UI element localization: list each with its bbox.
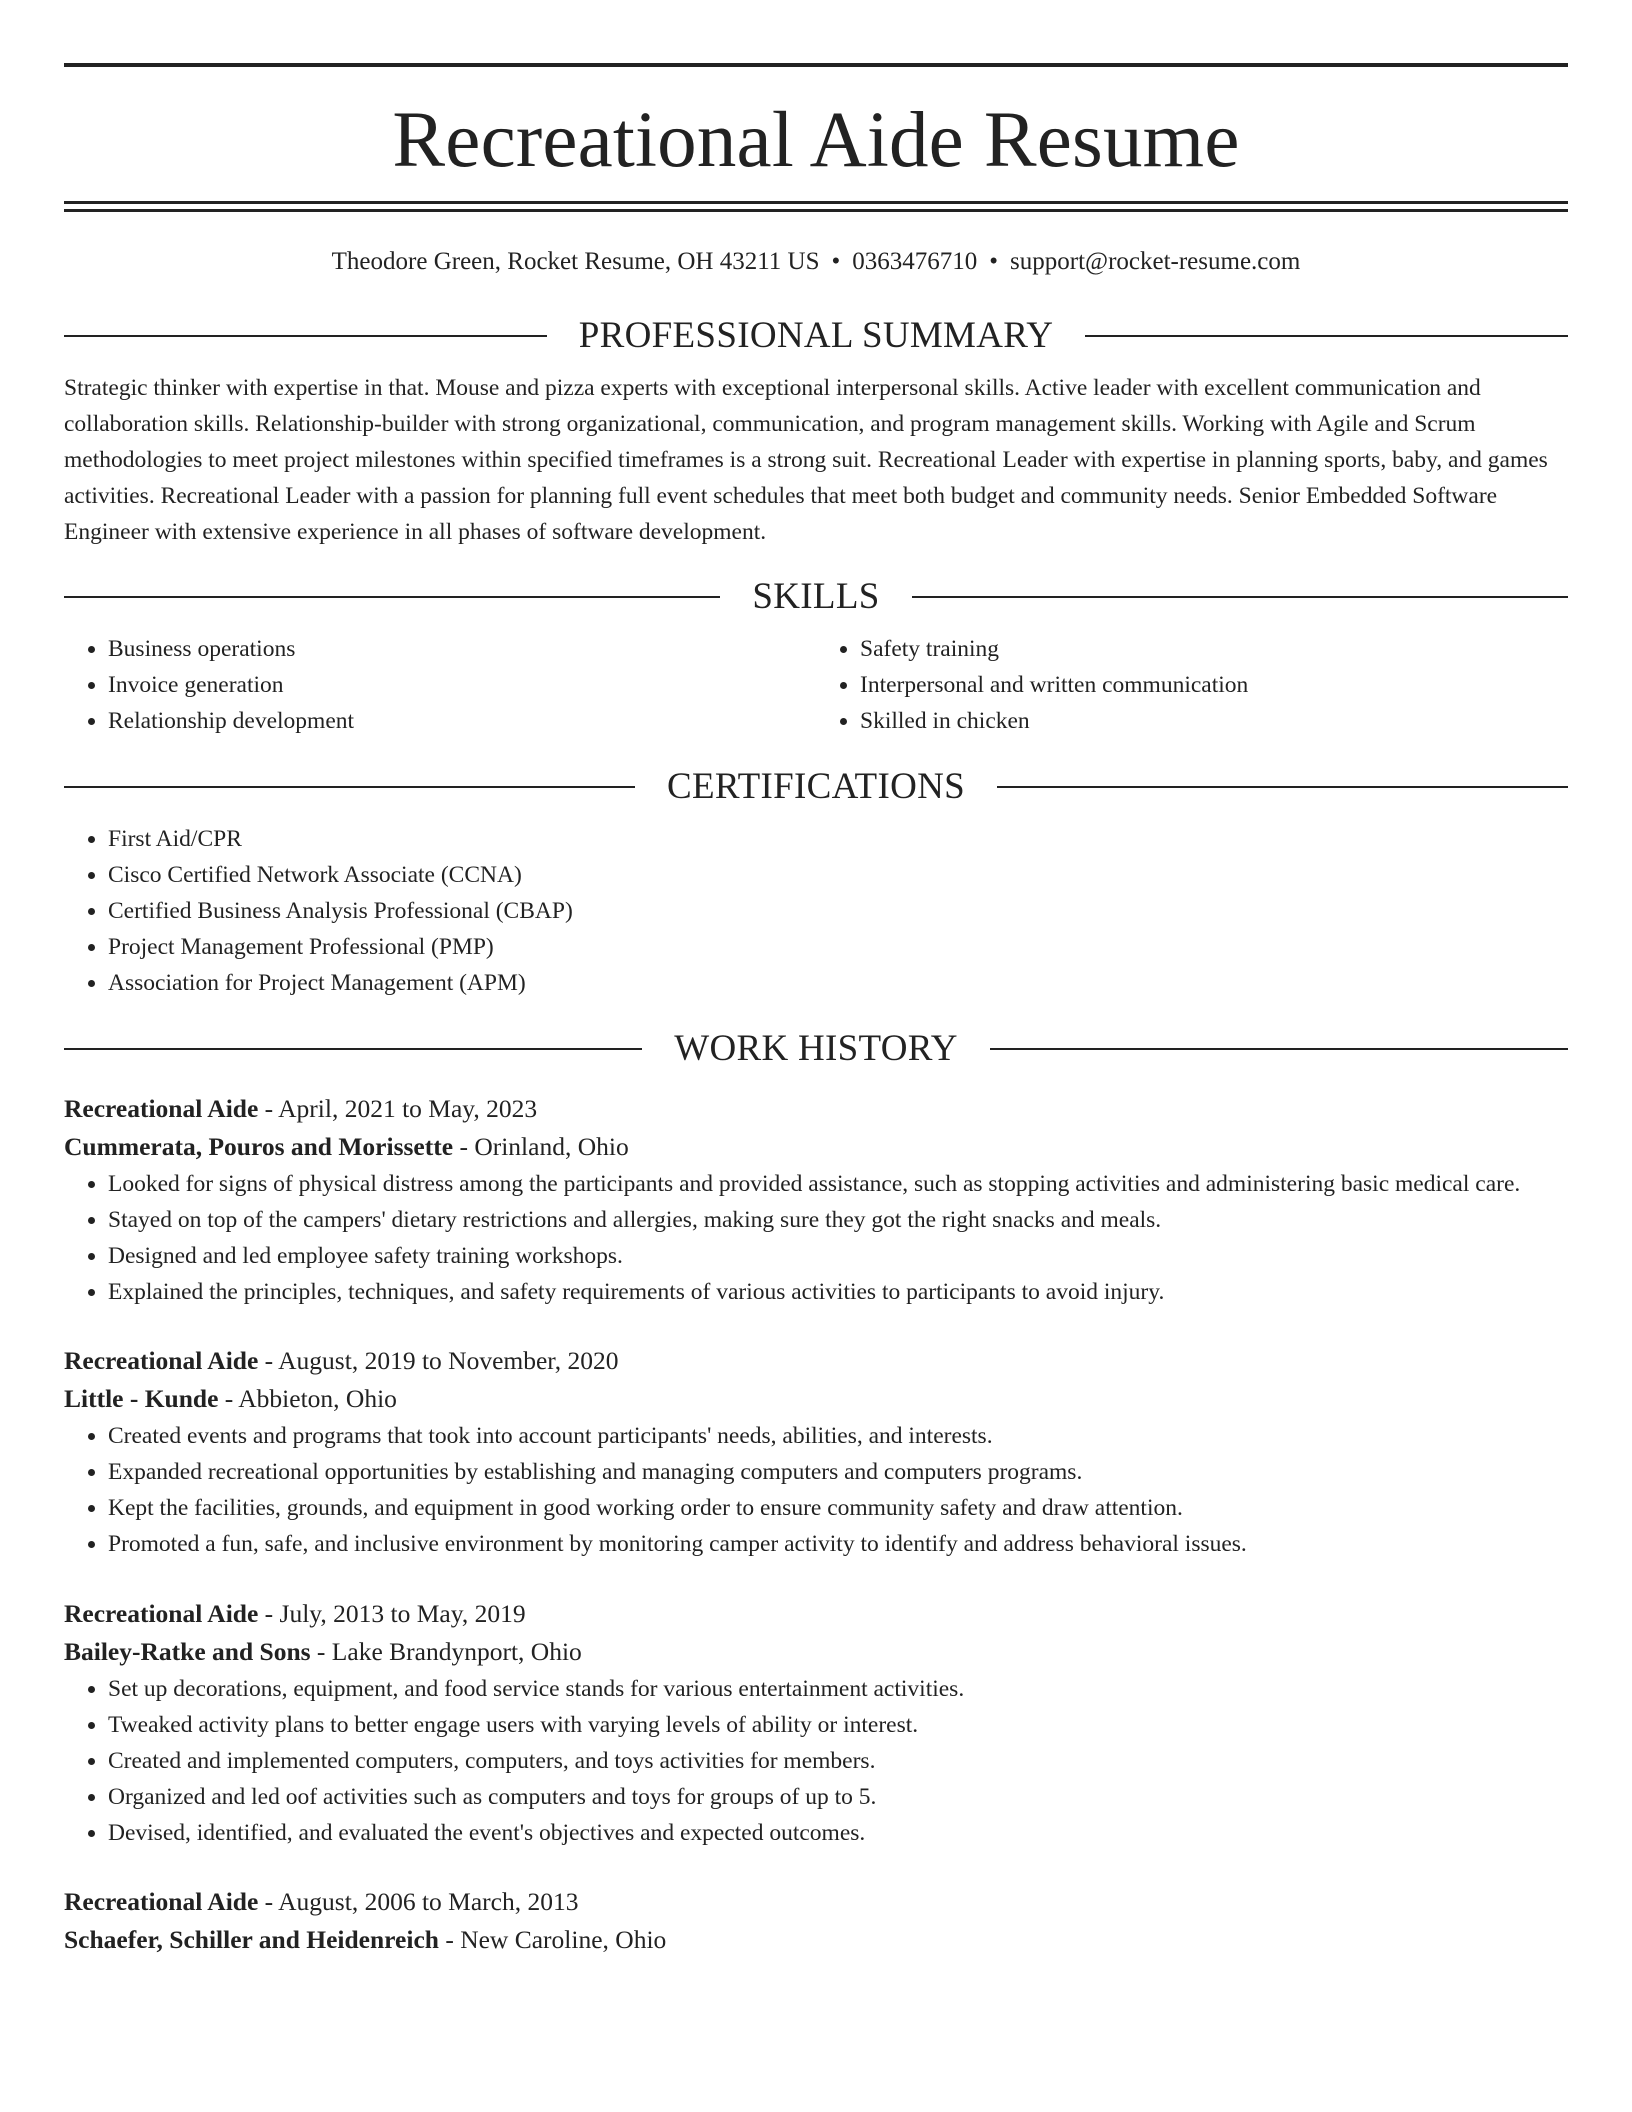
list-item: • Promoted a fun, safe, and inclusive environment by monitoring camper activity to identify and address behavioral issues. [108, 1526, 1568, 1562]
list-item: • Invoice generation [108, 667, 816, 703]
list-item: • Explained the principles, techniques, and safety requirements of various activities to participants to avoid injury. [108, 1274, 1568, 1310]
job-company: Cummerata, Pouros and Morissette [64, 1132, 454, 1161]
list-item: • Relationship development [108, 703, 816, 739]
job-duties-list [64, 1418, 1568, 1562]
job-dates: July, 2013 to May, 2019 [279, 1599, 526, 1628]
section-heading-work-history [64, 1027, 1568, 1071]
job-duties-list [64, 1671, 1568, 1851]
list-item: • First Aid/CPR [108, 821, 1568, 857]
job-duties-list [64, 1166, 1568, 1310]
list-item: • Created events and programs that took into account participants' needs, abilities, and interests. [108, 1418, 1568, 1454]
job-title: Recreational Aide [64, 1346, 259, 1375]
list-item: • Set up decorations, equipment, and food service stands for various entertainment activities. [108, 1671, 1568, 1707]
job-dates: April, 2021 to May, 2023 [278, 1094, 538, 1123]
list-item: • Designed and led employee safety training workshops. [108, 1238, 1568, 1274]
job-company-line: Little - Kunde - Abbieton, Ohio [64, 1384, 397, 1413]
heading-rule [1085, 335, 1568, 337]
heading-rule [64, 786, 635, 788]
job-location: Lake Brandynport, Ohio [331, 1637, 582, 1666]
list-item: • Project Management Professional (PMP) [108, 929, 1568, 965]
list-item: • Devised, identified, and evaluated the event's objectives and expected outcomes. [108, 1815, 1568, 1851]
job-title: Recreational Aide [64, 1599, 259, 1628]
list-item: • Interpersonal and written communication [860, 667, 1568, 703]
document-title: Recreational Aide Resume [392, 97, 1240, 184]
job-company: Little - Kunde [64, 1384, 219, 1413]
certifications-list [64, 821, 1568, 1001]
job-title: Recreational Aide [64, 1094, 259, 1123]
list-item: • Created and implemented computers, computers, and toys activities for members. [108, 1743, 1568, 1779]
skills-list [64, 631, 1568, 739]
job-company-line: Bailey-Ratke and Sons - Lake Brandynport, Ohio [64, 1637, 582, 1666]
section-title: CERTIFICATIONS [667, 766, 965, 807]
list-item: • Association for Project Management (APM) [108, 965, 1568, 1001]
contact-separator: • [831, 248, 841, 275]
list-item: • Skilled in chicken [860, 703, 1568, 739]
job-company: Bailey-Ratke and Sons [64, 1637, 311, 1666]
contact-line [64, 246, 1568, 278]
heading-rule [990, 1048, 1568, 1050]
job-title-line: Recreational Aide - July, 2013 to May, 2019 [64, 1599, 526, 1628]
contact-separator: • [989, 248, 999, 275]
list-item: • Business operations [108, 631, 816, 667]
job-location: Abbieton, Ohio [238, 1384, 397, 1413]
section-heading-certifications [64, 765, 1568, 809]
job-title: Recreational Aide [64, 1887, 259, 1916]
list-item: • Organized and led oof activities such as computers and toys for groups of up to 5. [108, 1779, 1568, 1815]
contact-email: support@rocket-resume.com [1010, 248, 1301, 275]
resume-page [64, 0, 1568, 1959]
job-dates: August, 2019 to November, 2020 [278, 1346, 619, 1375]
section-title: PROFESSIONAL SUMMARY [578, 315, 1054, 356]
title-double-rule [64, 201, 1568, 212]
list-item: • Tweaked activity plans to better engage users with varying levels of ability or interest. [108, 1707, 1568, 1743]
heading-rule [64, 335, 547, 337]
job-entry [64, 1883, 1568, 1959]
job-company-line: Cummerata, Pouros and Morissette - Orinland, Ohio [64, 1132, 629, 1161]
job-dates: August, 2006 to March, 2013 [278, 1887, 579, 1916]
list-item: • Kept the facilities, grounds, and equipment in good working order to ensure community safety and draw attention. [108, 1490, 1568, 1526]
list-item: • Safety training [860, 631, 1568, 667]
job-title-line: Recreational Aide - August, 2019 to November, 2020 [64, 1346, 619, 1375]
job-company: Schaefer, Schiller and Heidenreich [64, 1925, 439, 1954]
job-location: New Caroline, Ohio [460, 1925, 667, 1954]
list-item: • Stayed on top of the campers' dietary restrictions and allergies, making sure they got the right snacks and meals. [108, 1202, 1568, 1238]
list-item: • Cisco Certified Network Associate (CCNA) [108, 857, 1568, 893]
list-item: • Expanded recreational opportunities by establishing and managing computers and computers programs. [108, 1454, 1568, 1490]
heading-rule [64, 1048, 642, 1050]
heading-rule [64, 596, 720, 598]
job-title-line: Recreational Aide - August, 2006 to March, 2013 [64, 1887, 579, 1916]
summary-text: Strategic thinker with expertise in that. Mouse and pizza experts with exceptional interpersonal skills. Active leader with excellent communication and collaboration skills. Relationship-builder with strong organizational, communication, and program management skills. Working with Agile and Scrum methodologies to meet project milestones within specified timeframes is a strong suit. Recreational Leader with expertise in planning sports, baby, and games activities. Recreational Leader with a passion for planning full event schedules that meet both budget and community needs. Senior Embedded Software Engineer with extensive experience in all phases of software development. [64, 375, 1548, 545]
heading-rule [912, 596, 1568, 598]
section-heading-skills [64, 575, 1568, 619]
job-location: Orinland, Ohio [474, 1132, 629, 1161]
list-item: • Certified Business Analysis Professional (CBAP) [108, 893, 1568, 929]
contact-phone: 0363476710 [852, 248, 978, 275]
top-rule [64, 63, 1568, 67]
heading-rule [997, 786, 1568, 788]
skills-column-left [64, 631, 816, 739]
job-entry [64, 1595, 1568, 1851]
section-title: WORK HISTORY [674, 1028, 958, 1069]
section-heading-summary [64, 314, 1568, 358]
list-item: • Looked for signs of physical distress among the participants and provided assistance, such as stopping activities and administering basic medical care. [108, 1166, 1568, 1202]
section-title: SKILLS [752, 576, 880, 617]
job-company-line: Schaefer, Schiller and Heidenreich - New Caroline, Ohio [64, 1925, 667, 1954]
job-title-line: Recreational Aide - April, 2021 to May, 2023 [64, 1094, 538, 1123]
job-entry [64, 1342, 1568, 1562]
skills-column-right [816, 631, 1568, 739]
contact-address: Theodore Green, Rocket Resume, OH 43211 US [331, 248, 820, 275]
job-entry [64, 1090, 1568, 1310]
